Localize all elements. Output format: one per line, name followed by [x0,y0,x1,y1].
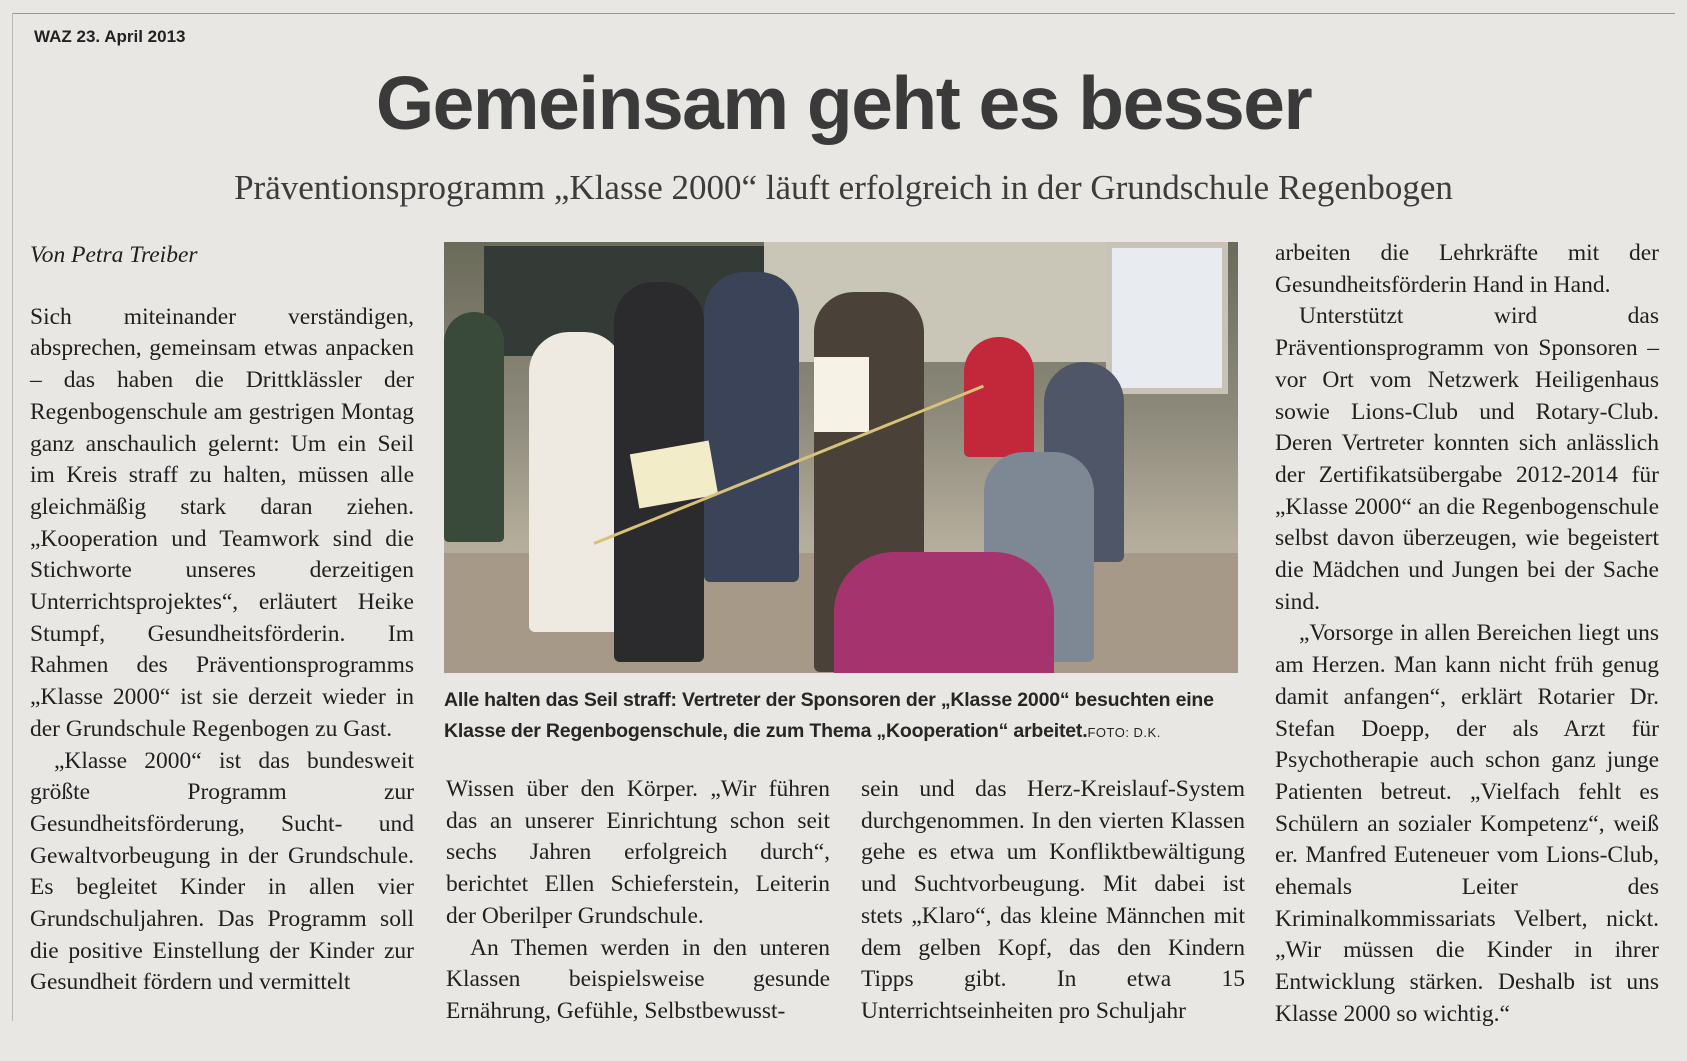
paragraph: Sich miteinander verständigen, absprechen, gemeinsam etwas anpacken – das haben die Drittklässler der Regenbogenschule am gestrigen Montag ganz anschaulich gelernt: Um ein Seil im Kreis straff zu halten, müssen alle gleichmäßig stark daran ziehen. „Kooperation und Teamwork sind die Stichworte unseres derzeitigen Unterrichtsprojektes“, erläutert Heike Stumpf, Gesundheitsförderin. Im Rahmen des Präventionsprogramms „Klasse 2000“ ist sie derzeit wieder in der Grundschule Regenbogen zu Gast. [30,303,414,742]
article-column-1 [30,240,414,999]
photo-credit: FOTO: D.K. [1087,725,1161,740]
paragraph: arbeiten die Lehrkräfte mit der Gesundheitsförderin Hand in Hand. [1275,240,1659,298]
article-photo [444,242,1238,673]
article-column-4 [1275,238,1659,1031]
author-byline: Von Petra Treiber [30,242,198,268]
photo-caption [444,685,1244,748]
paragraph: „Klasse 2000“ ist das bundesweit größte Programm zur Gesundheitsförderung, Sucht- und Gewaltvorbeugung in der Grundschule. Es begleitet Kinder in allen vier Grundschuljahren. Das Programm soll die positive Einstellung der Kinder zur Gesundheit fördern und vermittelt [30,747,414,996]
left-rule [12,13,13,1021]
headline: Gemeinsam geht es besser [375,61,1312,145]
source-date: WAZ 23. April 2013 [34,27,186,46]
photo-person [834,552,1054,673]
caption-text: Alle halten das Seil straff: Vertreter der Sponsoren der „Klasse 2000“ besuchten eine Klasse der Regenbogenschule, die zum Thema „Kooperation“ arbeitet. [444,689,1214,742]
paragraph: sein und das Herz-Kreislauf-System durchgenommen. In den vierten Klassen gehe es etwa um Konfliktbewältigung und Suchtvorbeugung. Mit dabei ist stets „Klaro“, das kleine Männchen mit dem gelben Kopf, das den Kindern Tipps gibt. In etwa 15 Unterrichtseinheiten pro Schuljahr [861,776,1245,1024]
paragraph: „Vorsorge in allen Bereichen liegt uns am Herzen. Man kann nicht früh genug damit anfangen“, erklärt Rotarier Dr. Stefan Doepp, der als Arzt für Psychotherapie auch schon ganz junge Patienten betreut. „Vielfach fehlt es Schülern an sozialer Kompetenz“, weiß er. Manfred Euteneuer vom Lions-Club, ehemals Leiter des Kriminalkommissariats Velbert, nickt. „Wir müssen die Kinder in ihrer Entwicklung stärken. Deshalb ist uns Klasse 2000 so wichtig.“ [1275,620,1659,1027]
paragraph: Unterstützt wird das Präventionsprogramm von Sponsoren – vor Ort vom Netzwerk Heiligenhaus sowie Lions-Club und Rotary-Club. Deren Vertreter konnten sich anlässlich der Zertifikatsübergabe 2012-2014 für „Klasse 2000“ an die Regenbogenschule selbst davon überzeugen, wie begeistert die Mädchen und Jungen bei der Sache sind. [1275,303,1659,615]
paragraph: An Themen werden in den unteren Klassen beispielsweise gesunde Ernährung, Gefühle, Selbstbewusst- [446,934,830,1024]
photo-person [704,272,799,582]
photo-window [1106,242,1228,394]
article-column-2 [446,774,830,1028]
photo-person [529,332,624,632]
photo-person [964,337,1034,457]
paragraph: Wissen über den Körper. „Wir führen das an unserer Einrichtung schon seit sechs Jahren erfolgreich durch“, berichtet Ellen Schieferstein, Leiterin der Oberilper Grundschule. [446,776,830,929]
photo-certificate [814,357,869,432]
subtitle: Präventionsprogramm „Klasse 2000“ läuft erfolgreich in der Grundschule Regenbogen [234,168,1453,207]
photo-person [444,312,504,542]
article-column-3 [861,774,1245,1028]
top-rule [12,13,1675,14]
